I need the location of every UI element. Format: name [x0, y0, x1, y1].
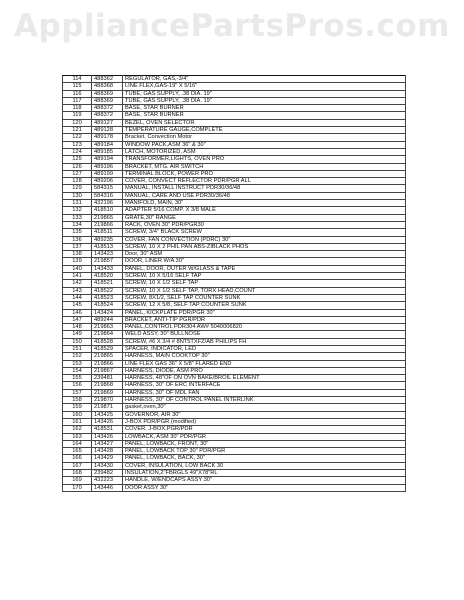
item-number-cell: 120 [63, 119, 92, 126]
description-cell: WINDOW PACK,ASM 36" & 30" [123, 141, 406, 148]
part-number-cell: 219857 [92, 258, 123, 265]
part-number-cell: 418524 [92, 302, 123, 309]
description-cell: PANEL, KICKPLATE PDR/PGR 30" [123, 309, 406, 316]
item-number-cell: 124 [63, 148, 92, 155]
table-row [63, 462, 406, 469]
item-number-cell: 159 [63, 404, 92, 411]
table-row [63, 76, 406, 83]
description-cell: HARNESS, 48"OF ON OVN BAKE/BROIL ELEMENT [123, 375, 406, 382]
description-cell: REGULATOR, GAS,-3/4" [123, 76, 406, 83]
item-number-cell: 163 [63, 433, 92, 440]
part-number-cell: 219870 [92, 397, 123, 404]
description-cell: BASE, STAR BURNER [123, 105, 406, 112]
item-number-cell: 155 [63, 375, 92, 382]
table-row [63, 331, 406, 338]
item-number-cell: 123 [63, 141, 92, 148]
part-number-cell: 143423 [92, 251, 123, 258]
description-cell: LATCH, MOTORIZED, ASM [123, 148, 406, 155]
description-cell: HARNESS, MAIN COOKTOP 30" [123, 353, 406, 360]
table-row [63, 148, 406, 155]
description-cell: Bracket, Convection Motor [123, 134, 406, 141]
description-cell: TEMPERATURE GAUGE,COMPLETE [123, 127, 406, 134]
table-row [63, 134, 406, 141]
item-number-cell: 145 [63, 302, 92, 309]
table-row [63, 200, 406, 207]
table-row [63, 273, 406, 280]
part-number-cell: 219871 [92, 404, 123, 411]
part-number-cell: 418528 [92, 338, 123, 345]
item-number-cell: 141 [63, 273, 92, 280]
description-cell: PANEL,CONTROL PDR304 AW# 5040006820 [123, 324, 406, 331]
table-row [63, 112, 406, 119]
table-row [63, 265, 406, 272]
part-number-cell: 219867 [92, 367, 123, 374]
item-number-cell: 122 [63, 134, 92, 141]
description-cell: COVER, CONVECT REFLECTOR PDR/PGR ALL [123, 178, 406, 185]
item-number-cell: 158 [63, 397, 92, 404]
item-number-cell: 144 [63, 294, 92, 301]
part-number-cell: 488369 [92, 90, 123, 97]
description-cell: gasket,oven,30" [123, 404, 406, 411]
table-row [63, 448, 406, 455]
table-row [63, 214, 406, 221]
part-number-cell: 489178 [92, 134, 123, 141]
description-cell: LOWBACK, ASM 30" PDR/PGR [123, 433, 406, 440]
item-number-cell: 152 [63, 353, 92, 360]
description-cell: WELD ASSY, 30" BULLNOSE [123, 331, 406, 338]
description-cell: SCREW, 10 X 5/16 SELF TAP [123, 273, 406, 280]
item-number-cell: 119 [63, 112, 92, 119]
description-cell: ADAPTER 5/16 COMP. X 3/8 MALE [123, 207, 406, 214]
table-row [63, 243, 406, 250]
item-number-cell: 150 [63, 338, 92, 345]
description-cell: Door, 30" ASM [123, 251, 406, 258]
part-number-cell: 488372 [92, 105, 123, 112]
item-number-cell: 116 [63, 90, 92, 97]
description-cell: GRATE,30" RANGE [123, 214, 406, 221]
item-number-cell: 149 [63, 331, 92, 338]
description-cell: PANEL, LOWBACK, FRONT, 30" [123, 440, 406, 447]
item-number-cell: 133 [63, 214, 92, 221]
item-number-cell: 129 [63, 185, 92, 192]
table-row [63, 251, 406, 258]
part-number-cell: 488372 [92, 112, 123, 119]
description-cell: PANEL, LOWBACK, BACK, 30" [123, 455, 406, 462]
description-cell: TRANSFORMER,LIGHTS, OVEN PRO [123, 156, 406, 163]
table-row [63, 360, 406, 367]
part-number-cell: 143425 [92, 411, 123, 418]
item-number-cell: 166 [63, 455, 92, 462]
item-number-cell: 142 [63, 280, 92, 287]
description-cell: SCREW, #6 X 3/4 # 8NT5TXFZ/AB PHILIPS FH [123, 338, 406, 345]
part-number-cell: 488362 [92, 76, 123, 83]
table-row [63, 141, 406, 148]
description-cell: BRACKET, MTG. AIR SWITCH [123, 163, 406, 170]
part-number-cell: 219864 [92, 331, 123, 338]
table-row [63, 470, 406, 477]
description-cell: DOOR ASSY 30" [123, 484, 406, 491]
table-row [63, 353, 406, 360]
part-number-cell: 489206 [92, 178, 123, 185]
item-number-cell: 121 [63, 127, 92, 134]
part-number-cell: 143430 [92, 462, 123, 469]
item-number-cell: 125 [63, 156, 92, 163]
part-number-cell: 584315 [92, 185, 123, 192]
table-row [63, 426, 406, 433]
description-cell: TERMINAL BLOCK, POWER PRO [123, 170, 406, 177]
part-number-cell: 219869 [92, 389, 123, 396]
item-number-cell: 161 [63, 418, 92, 425]
part-number-cell: 143446 [92, 484, 123, 491]
description-cell: SPACER, INDICATOR, LED [123, 345, 406, 352]
description-cell: MANIFOLD, MAIN, 30" [123, 200, 406, 207]
part-number-cell: 584316 [92, 192, 123, 199]
description-cell: COVER, FAN CONVECTION (PDRC) 30" [123, 236, 406, 243]
item-number-cell: 160 [63, 411, 92, 418]
table-row [63, 207, 406, 214]
part-number-cell: 418510 [92, 207, 123, 214]
description-cell: TUBE, GAS SUPPLY, .38 DIA. 19" [123, 90, 406, 97]
part-number-cell: 418529 [92, 345, 123, 352]
item-number-cell: 140 [63, 265, 92, 272]
description-cell: COVER, J-BOX,PGR/PDR [123, 426, 406, 433]
table-row [63, 90, 406, 97]
part-number-cell: 418531 [92, 426, 123, 433]
table-row [63, 83, 406, 90]
table-row [63, 418, 406, 425]
parts-list-body [63, 76, 406, 492]
description-cell: SCREW, 8X1/2, SELF TAP COUNTER SUNK [123, 294, 406, 301]
table-row [63, 163, 406, 170]
description-cell: INSULATION,2"FBRGLS 49"X78"RL [123, 470, 406, 477]
part-number-cell: 219865 [92, 353, 123, 360]
table-row [63, 309, 406, 316]
part-number-cell: 219866 [92, 221, 123, 228]
part-number-cell: 143429 [92, 455, 123, 462]
item-number-cell: 170 [63, 484, 92, 491]
item-number-cell: 131 [63, 200, 92, 207]
table-row [63, 97, 406, 104]
description-cell: HARNESS, 30" OF MDL FAN [123, 389, 406, 396]
part-number-cell: 219865 [92, 214, 123, 221]
item-number-cell: 114 [63, 76, 92, 83]
description-cell: LINE FLEX GAS 36" X 5/8" FLARED END [123, 360, 406, 367]
item-number-cell: 139 [63, 258, 92, 265]
item-number-cell: 136 [63, 236, 92, 243]
table-row [63, 178, 406, 185]
table-row [63, 294, 406, 301]
table-row [63, 382, 406, 389]
part-number-cell: 489235 [92, 236, 123, 243]
description-cell: HANDLE, W/ENDCAPS ASSY 30" [123, 477, 406, 484]
part-number-cell: 219868 [92, 382, 123, 389]
part-number-cell: 418513 [92, 243, 123, 250]
part-number-cell: 489244 [92, 316, 123, 323]
description-cell: SCREW, 3/4" BLACK SCREW [123, 229, 406, 236]
description-cell: RACK, OVEN 30" PDR/PGR30 [123, 221, 406, 228]
part-number-cell: 432196 [92, 200, 123, 207]
description-cell: BEZEL, OVEN SELECTOR [123, 119, 406, 126]
table-row [63, 156, 406, 163]
item-number-cell: 148 [63, 324, 92, 331]
part-number-cell: 219863 [92, 324, 123, 331]
table-row [63, 440, 406, 447]
description-cell: BASE, STAR BURNER [123, 112, 406, 119]
table-row [63, 397, 406, 404]
part-number-cell: 219866 [92, 360, 123, 367]
item-number-cell: 138 [63, 251, 92, 258]
description-cell: MANUAL, INSTALL INSTRUCT PDR30/36/48 [123, 185, 406, 192]
item-number-cell: 132 [63, 207, 92, 214]
part-number-cell: 432223 [92, 477, 123, 484]
table-row [63, 345, 406, 352]
table-row [63, 192, 406, 199]
part-number-cell: 489196 [92, 163, 123, 170]
part-number-cell: 489194 [92, 156, 123, 163]
part-number-cell: 488369 [92, 97, 123, 104]
item-number-cell: 169 [63, 477, 92, 484]
part-number-cell: 418523 [92, 294, 123, 301]
part-number-cell: 489199 [92, 170, 123, 177]
table-row [63, 411, 406, 418]
table-row [63, 287, 406, 294]
item-number-cell: 137 [63, 243, 92, 250]
item-number-cell: 115 [63, 83, 92, 90]
table-row [63, 280, 406, 287]
part-number-cell: 143433 [92, 265, 123, 272]
table-row [63, 455, 406, 462]
description-cell: COVER, INSULATION, LOW BACK 30 [123, 462, 406, 469]
item-number-cell: 157 [63, 389, 92, 396]
item-number-cell: 164 [63, 440, 92, 447]
item-number-cell: 167 [63, 462, 92, 469]
item-number-cell: 156 [63, 382, 92, 389]
description-cell: PANEL, LOWBACK TOP 30" PDR/PGR [123, 448, 406, 455]
part-number-cell: 143426 [92, 418, 123, 425]
description-cell: SCREW, 10 X 2 PHIL PAN ABS-ZIBLACK PHOS [123, 243, 406, 250]
item-number-cell: 135 [63, 229, 92, 236]
site-watermark: AppliancePartsPros.com [14, 8, 450, 44]
part-number-cell: 143426 [92, 433, 123, 440]
item-number-cell: 134 [63, 221, 92, 228]
part-number-cell: 418520 [92, 273, 123, 280]
table-row [63, 127, 406, 134]
part-number-cell: 489128 [92, 127, 123, 134]
item-number-cell: 126 [63, 163, 92, 170]
item-number-cell: 162 [63, 426, 92, 433]
description-cell: HARNESS, 30" OF CONTROL PANEL INTERLINK [123, 397, 406, 404]
parts-list-table [62, 75, 406, 492]
table-row [63, 389, 406, 396]
part-number-cell: 418511 [92, 229, 123, 236]
part-number-cell: 143424 [92, 309, 123, 316]
table-row [63, 338, 406, 345]
part-number-cell: 418521 [92, 280, 123, 287]
item-number-cell: 151 [63, 345, 92, 352]
table-row [63, 484, 406, 491]
item-number-cell: 127 [63, 170, 92, 177]
description-cell: HARNESS, DIODE, ASM PRO [123, 367, 406, 374]
description-cell: SCREW, 12 X 5/8, SELF TAP COUNTER SUNK [123, 302, 406, 309]
part-number-cell: 239481 [92, 375, 123, 382]
table-row [63, 105, 406, 112]
table-row [63, 477, 406, 484]
part-number-cell: 418522 [92, 287, 123, 294]
table-row [63, 170, 406, 177]
table-row [63, 229, 406, 236]
item-number-cell: 130 [63, 192, 92, 199]
table-row [63, 185, 406, 192]
table-row [63, 302, 406, 309]
description-cell: J-BOX PDR/PGR (modified) [123, 418, 406, 425]
table-row [63, 367, 406, 374]
table-row [63, 221, 406, 228]
item-number-cell: 118 [63, 105, 92, 112]
item-number-cell: 168 [63, 470, 92, 477]
item-number-cell: 143 [63, 287, 92, 294]
description-cell: HARNESS, 30" OF ERC INTERFACE [123, 382, 406, 389]
item-number-cell: 147 [63, 316, 92, 323]
part-number-cell: 143428 [92, 448, 123, 455]
item-number-cell: 128 [63, 178, 92, 185]
part-number-cell: 489127 [92, 119, 123, 126]
description-cell: SCREW, 10 X 1/2 SELF TAP, TORX HEAD,COUNT [123, 287, 406, 294]
table-row [63, 119, 406, 126]
item-number-cell: 117 [63, 97, 92, 104]
part-number-cell: 488368 [92, 83, 123, 90]
item-number-cell: 165 [63, 448, 92, 455]
description-cell: GOVERNOR, AIR 30" [123, 411, 406, 418]
item-number-cell: 154 [63, 367, 92, 374]
table-row [63, 404, 406, 411]
description-cell: TUBE, GAS SUPPLY, .38 DIA. 19" [123, 97, 406, 104]
table-row [63, 316, 406, 323]
table-row [63, 258, 406, 265]
item-number-cell: 153 [63, 360, 92, 367]
table-row [63, 236, 406, 243]
table-row [63, 324, 406, 331]
description-cell: LINE FLEX,GAS-19" X 5/16" [123, 83, 406, 90]
item-number-cell: 146 [63, 309, 92, 316]
part-number-cell: 489184 [92, 141, 123, 148]
part-number-cell: 489185 [92, 148, 123, 155]
part-number-cell: 239482 [92, 470, 123, 477]
description-cell: PANEL, DOOR, OUTER W/GLASS & TAPE [123, 265, 406, 272]
table-row [63, 375, 406, 382]
description-cell: BRACKET, ANTI-TIP PGR/PDR [123, 316, 406, 323]
table-row [63, 433, 406, 440]
description-cell: MANUAL, CARE AND USE PDR30/36/48 [123, 192, 406, 199]
part-number-cell: 143427 [92, 440, 123, 447]
description-cell: SCREW, 10 X 1/2 SELF TAP [123, 280, 406, 287]
description-cell: DOOR, LINER W/A 30" [123, 258, 406, 265]
